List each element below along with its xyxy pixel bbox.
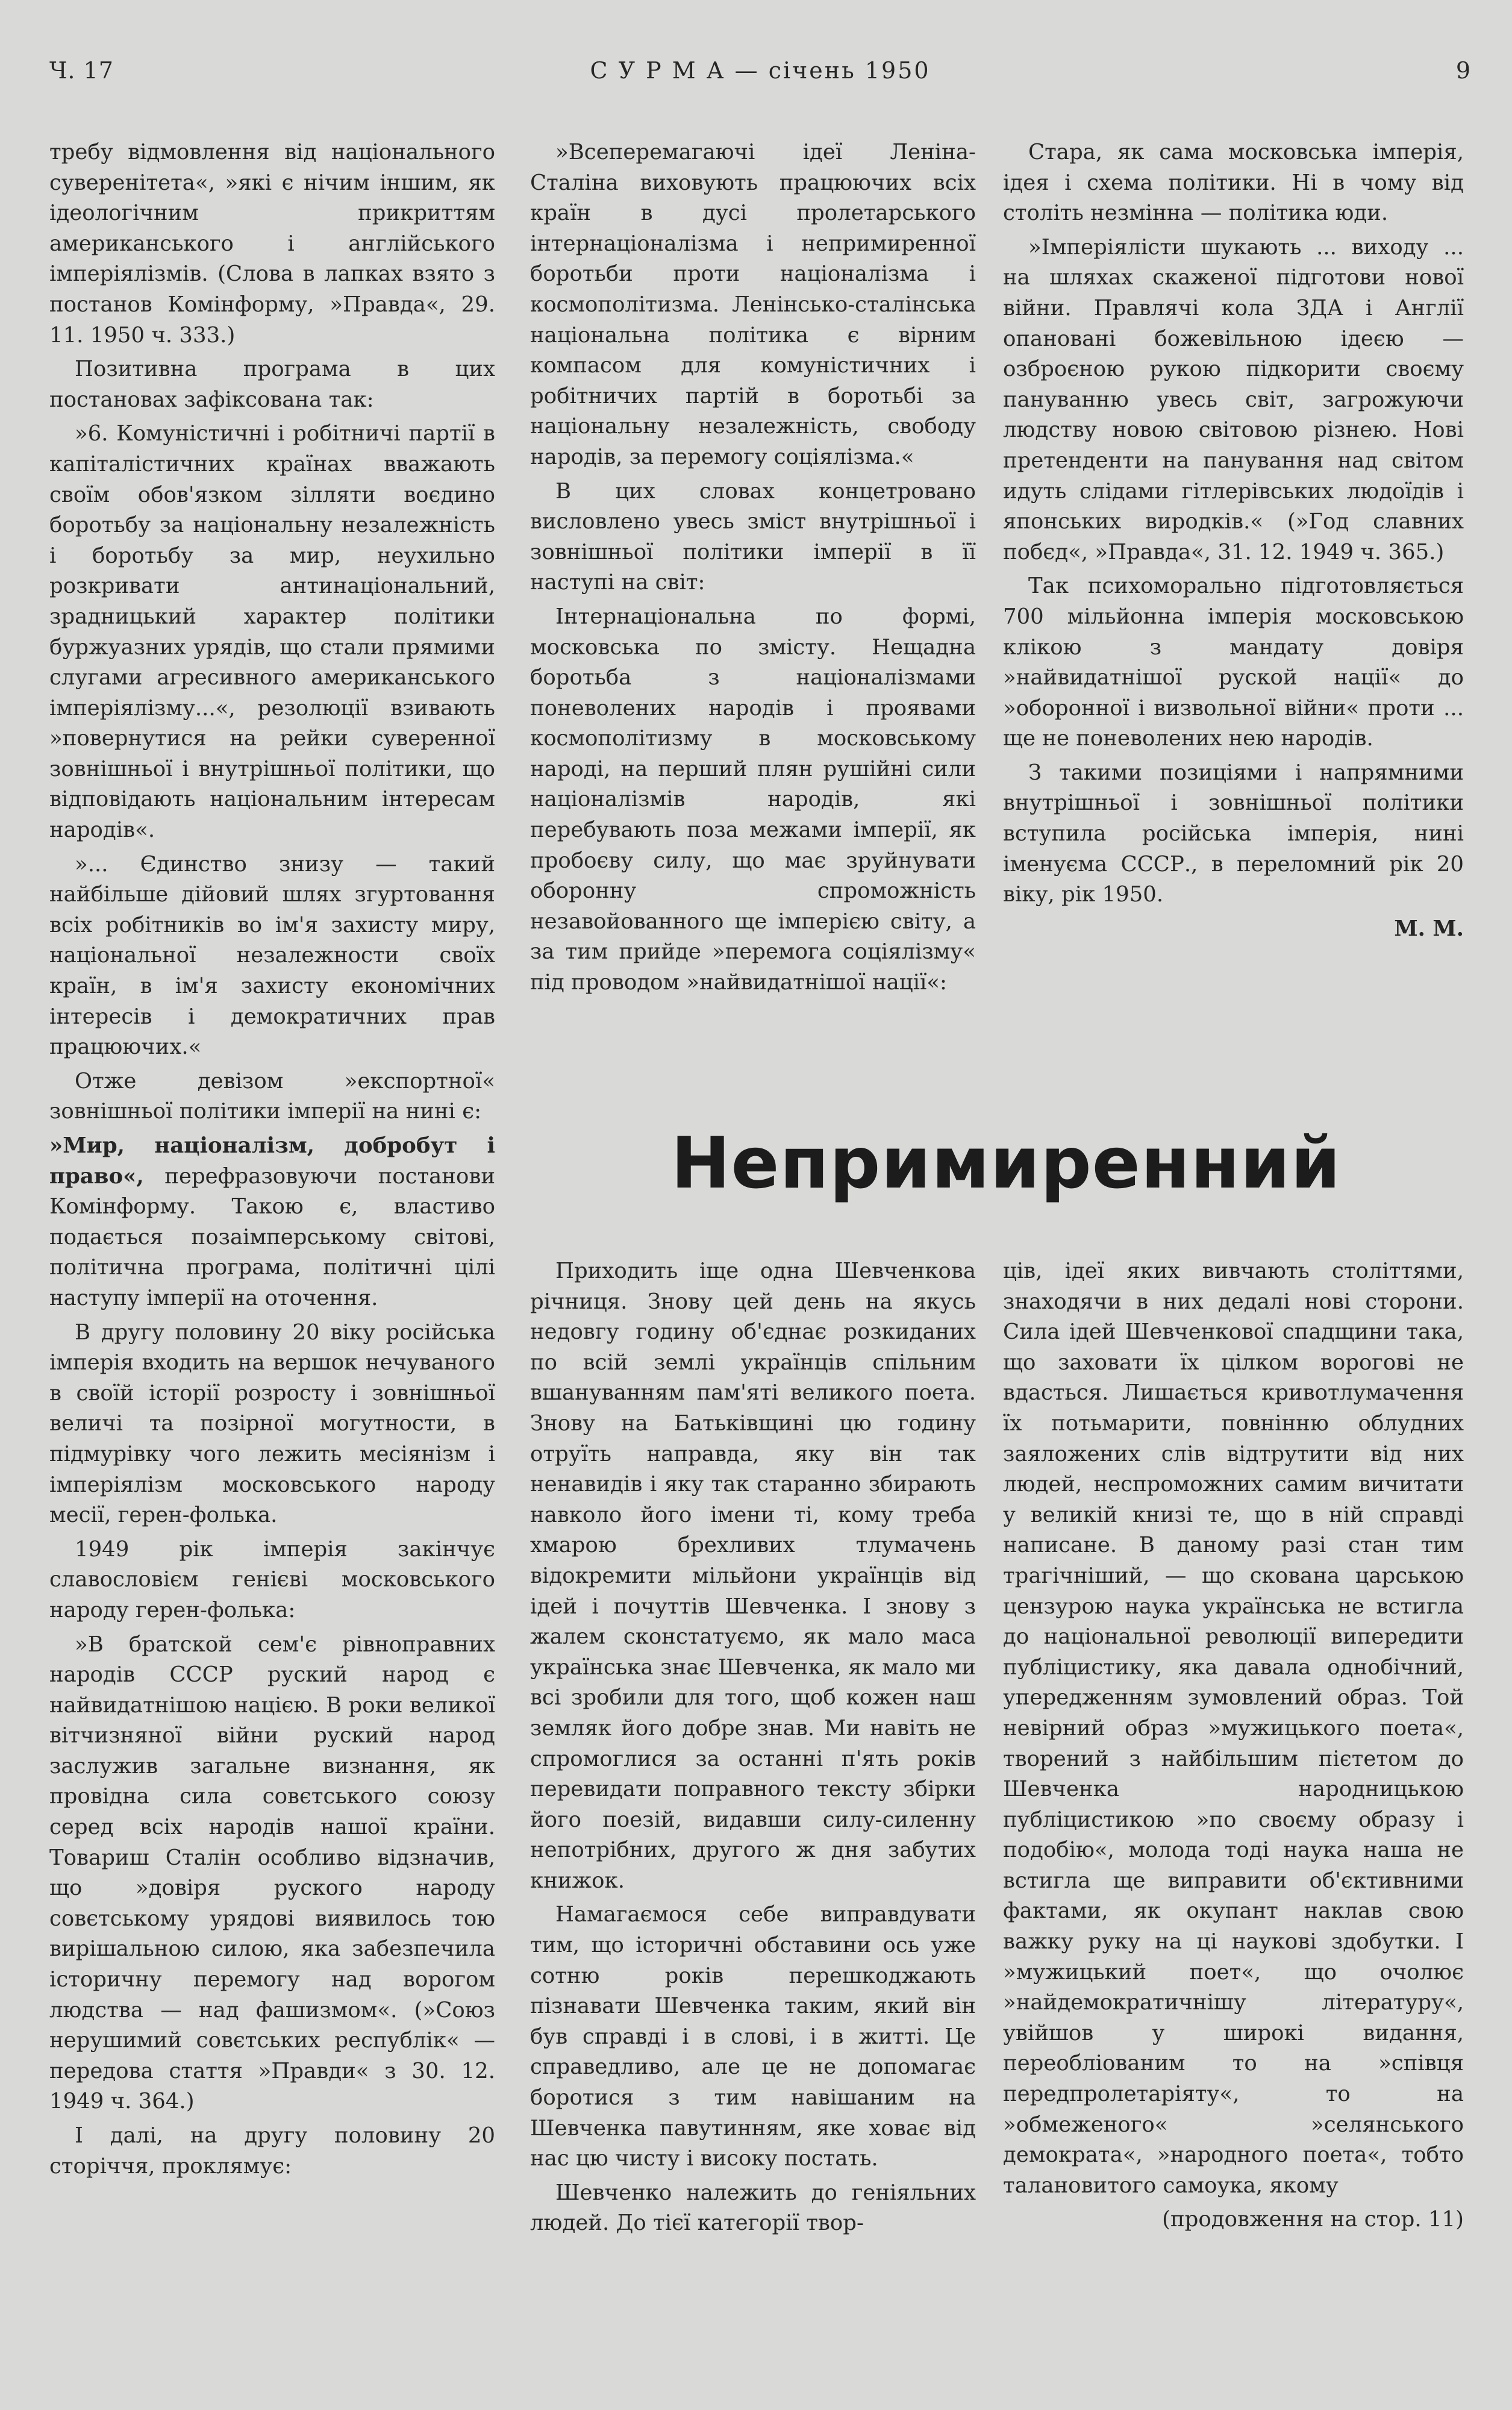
paragraph: 1949 рік імперія закінчує славословієм генієві московського народу герен-фолька: — [49, 1536, 495, 1623]
motto-rest: перефразовуючи постанови Комінформу. Такою є, властиво подається позаімперському світові, політична програма, політичні цілі наступу імперії на оточення. — [49, 1163, 495, 1310]
paragraph: »В братской сем'є рівноправних народів СССР руский народ є найвидатнішою нацією. В роки великої вітчизняної війни руский народ заслужив загальне визнання, як провідна сила совєтського союзу серед всіх народів нашої країни. Товариш Сталін особливо відзначив, що »довіря руского народу совєтському урядові виявилось тою вирішальною силою, яка забезпечила історичну перемогу над ворогом людства — над фашизмом«. (»Союз нерушимий совєтських республік« — передова стаття »Правди« з 30. 12. 1949 ч. 364.) — [49, 1632, 495, 2114]
author-signature: М. М. — [1394, 916, 1464, 941]
paragraph: Інтернаціональна по формі, московська по змісту. Нещадна боротьба з націоналізмами поневолених народів і проявами космополітизму в московському народі, на перший плян рушійні сили націоналізмів народів, які перебувають поза межами імперії, як пробоєву силу, що має зруйнувати оборонну спроможність незавойованного ще імперією світу, а за тим прийде »перемога соціялізму« під проводом »найвидатнішої нації«: — [530, 604, 976, 995]
paragraph: Стара, як сама московська імперія, ідея і схема політики. Ні в чому від століть незмінна — політика юди. — [1003, 140, 1464, 226]
article-headline: Непримиренний — [670, 1121, 1342, 1204]
article-column-2 — [530, 137, 976, 1065]
paragraph: В цих словах концетровано висловлено увесь зміст внутрішньої і зовнішньої політики імперії в її наступі на світ: — [530, 478, 976, 595]
paragraph: »6. Комуністичні і робітничі партії в капіталістичних країнах вважають своїм обов'язком зілляти воєдино боротьбу за національну незалежність і боротьбу за мир, неухильно розкривати антинаціональний, зрадницький характер політики буржуазних урядів, що стали прямими слугами агресивного американського імперіялізму...«, резолюції взивають »повернутися на рейки суверенної зовнішньої і внутрішньої політики, що відповідають національним інтересам народів«. — [49, 421, 495, 843]
paragraph: Приходить іще одна Шевченкова річниця. Знову цей день на якусь недовгу годину об'єднає розкиданих по всій землі українців спільним вшануванням пам'яті великого поета. Знову на Батьківщині цю годину отруїть направда, яку він так ненавидів і яку так старанно збирають навколо його імени ті, кому треба хмарою брехливих тлумачень відокремити мільйони українців від ідей і почуттів Шевченка. І знову з жалем сконстатуємо, як мало маса українська знає Шевченка, як мало ми всі зробили для того, щоб кожен наш земляк його добре знав. Ми навіть не спромоглися за останні п'ять років перевидати поправного тексту збірки його поезій, видавши силу-силенну непотрібних, другого ж дня забутих книжок. — [530, 1259, 976, 1893]
article-column-3 — [1003, 137, 1464, 1065]
paragraph: Позитивна програма в цих постановах зафіксована так: — [49, 357, 495, 412]
paragraph: Шевченко належить до геніяльних людей. До тієї категорії твор- — [530, 2180, 976, 2236]
paragraph: Намагаємося себе виправдувати тим, що історичні обставини ось уже сотню років перешкоджають пізнавати Шевченка таким, який він був справді і в слові, і в житті. Це справедливо, але це не допомагає боротися з тим навішаним на Шевченка павутинням, яке ховає від нас цю чисту і високу постать. — [530, 1902, 976, 2171]
paragraph: З такими позиціями і напрямними внутрішньої і зовнішньої політики вступила російська імперія, нині іменуєма СССР., в переломний рік 20 віку, рік 1950. — [1003, 760, 1464, 907]
paragraph: В другу половину 20 віку російська імперія входить на вершок нечуваного в своїй історії розросту і зовнішньої величі та позірної могутности, в підмурівку чого лежить месіянізм і імперіялізм московського народу месії, герен-фолька. — [49, 1319, 495, 1528]
continued-note: (продовження на стор. 11) — [1162, 2207, 1464, 2232]
paragraph-motto — [49, 1131, 495, 1314]
article-column-4 — [530, 1256, 976, 2293]
paragraph: І далі, на другу половину 20 сторіччя, проклямує: — [49, 2123, 495, 2179]
page-header — [49, 57, 1471, 93]
paragraph: Отже девізом »експортної« зовнішньої політики імперії на нині є: — [49, 1068, 495, 1124]
paragraph: »Імперіялісти шукають ... виходу ... на шляхах скаженої підготови нової війни. Правлячі кола ЗДА і Англії опановані божевільною ідеєю — озброєною рукою підкорити своєму пануванню увесь світ, загрожуючи людству новою світовою різнею. Нові претенденти на панування над світом идуть слідами гітлерівських людоїдів і японських виродків.« (»Год славних побєд«, »Правда«, 31. 12. 1949 ч. 365.) — [1003, 234, 1464, 565]
paragraph: ців, ідеї яких вивчають століттями, знаходячи в них дедалі нові сторони. Сила ідей Шевченкової спадщини така, що заховати їх цілком ворогові не вдасться. Лишається кривотлумачення їх потьмарити, повнінню облудних заяложених слів відтрутити від них людей, неспроможних самим вичитати у великій книзі те, що в ній справді написане. В даному разі стан тим трагічніший, — що скована царською цензурою наука українська не встигла до національної революції випередити публіцистику, яка давала однобічний, упередженням зумовлений образ. Той невірний образ »мужицького поета«, творений з найбільшим пієтетом до Шевченка народницькою публіцистикою »по своєму образу і подобію«, молода тоді наука наша не встигла ще виправити об'єктивними фактами, як окупант наклав свою важку руку на ці наукові здобутки. І »мужицький поет«, що очолює »найдемократичнішу літературу«, увійшов у широкі видання, переобліованим то на »співця передпролетаріяту«, то на »обмеженого« »селянського демократа«, »народного поета«, тобто талановитого самоука, якому — [1003, 1259, 1464, 2198]
paragraph: »... Єдинство знизу — такий найбільше дійовий шлях згуртовання всіх робітників во ім'я захисту миру, національної незалежности своїх країн, в ім'я захисту економічних інтересів і демократичних прав працюючих.« — [49, 851, 495, 1060]
issue-number: Ч. 17 — [49, 57, 114, 84]
paragraph: Так психоморально підготовляється 700 мільйонна імперія московською клікою з мандату довіря »найвидатнішої руской нації« до »оборонної і визвольної війни« проти ... ще не поневолених нею народів. — [1003, 574, 1464, 751]
article-column-5 — [1003, 1256, 1464, 2293]
publication-title-date: С У Р М А — січень 1950 — [590, 57, 931, 84]
paragraph: требу відмовлення від національного суверенітета«, »які є нічим іншим, як ідеологічним прикриттям американського і англійського імперіялізмів. (Слова в лапках взято з постанов Комінформу, »Правда«, 29. 11. 1950 ч. 333.) — [49, 140, 495, 348]
motto-bold: »Мир, націоналізм, добробут і право«, — [49, 1133, 495, 1189]
page-number: 9 — [1455, 57, 1471, 84]
paragraph: »Всеперемагаючі ідеї Леніна-Сталіна виховують працюючих всіх країн в дусі пролетарського інтернаціоналізма і непримиренної боротьби проти націоналізма і космополітизма. Ленінсько-сталінська національна політика є вірним компасом для комуністичних і робітничих партій в боротьбі за національну незалежність, свободу народів, за перемогу соціялізма.« — [530, 140, 976, 469]
article-column-1 — [49, 137, 495, 2282]
